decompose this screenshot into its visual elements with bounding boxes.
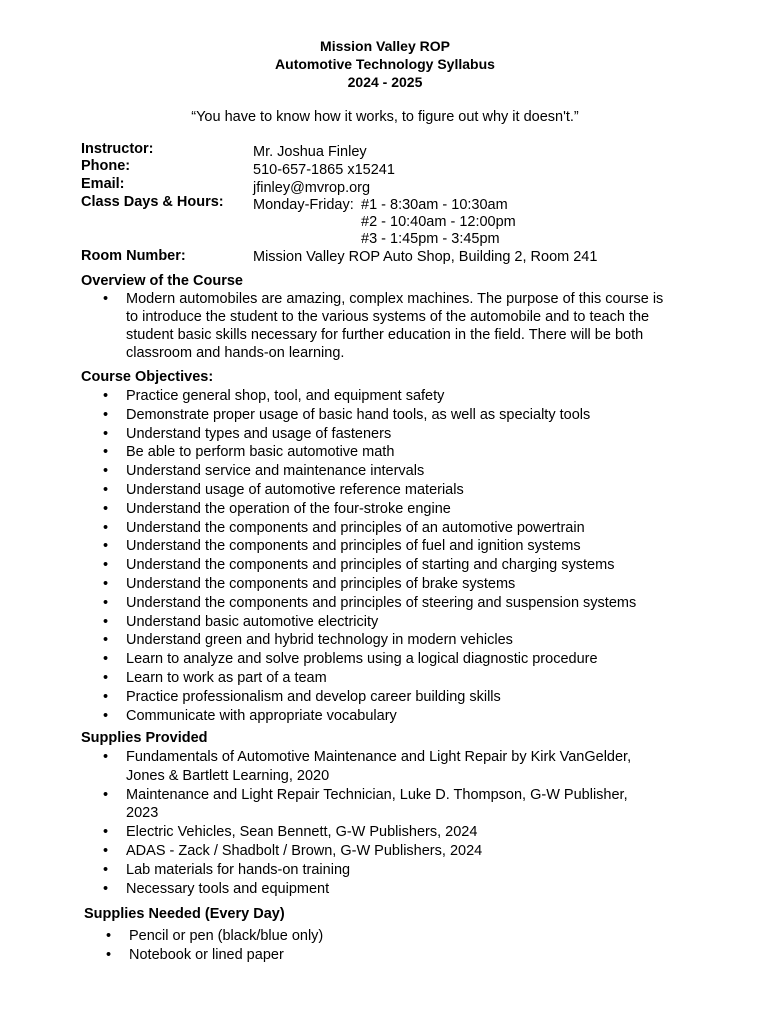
instructor-value: Mr. Joshua Finley xyxy=(253,144,367,160)
objective-text: Learn to analyze and solve problems using a logical diagnostic procedure xyxy=(126,651,598,668)
supply-text: ADAS - Zack / Shadbolt / Brown, G-W Publishers, 2024 xyxy=(126,842,483,859)
room-number-label: Room Number: xyxy=(81,248,186,264)
bullet-icon: • xyxy=(103,291,109,307)
list-item xyxy=(81,481,636,500)
list-item xyxy=(81,842,631,861)
period-3: #3 - 1:45pm - 3:45pm xyxy=(361,231,500,247)
bullet-icon: • xyxy=(103,388,109,404)
objective-text: Understand basic automotive electricity xyxy=(126,613,379,630)
bullet-icon: • xyxy=(103,575,109,592)
overview-title: Overview of the Course xyxy=(81,273,243,289)
room-number-value: Mission Valley ROP Auto Shop, Building 2, Room 241 xyxy=(253,249,598,265)
objective-text: Communicate with appropriate vocabulary xyxy=(126,707,397,724)
header-school-year: 2024 - 2025 xyxy=(347,74,423,90)
supply-needed-text: Pencil or pen (black/blue only) xyxy=(129,928,324,944)
list-item xyxy=(81,613,636,632)
list-item-continuation xyxy=(81,804,631,823)
bullet-icon: • xyxy=(103,824,109,841)
supply-text: Fundamentals of Automotive Maintenance and Light Repair by Kirk VanGelder, xyxy=(126,749,632,765)
list-item xyxy=(81,500,636,519)
list-item xyxy=(81,443,636,462)
list-item xyxy=(81,707,636,726)
objective-text: Learn to work as part of a team xyxy=(126,669,327,686)
class-days-value: Monday-Friday: xyxy=(253,197,354,213)
bullet-icon: • xyxy=(103,463,109,480)
bullet-icon: • xyxy=(103,500,109,517)
supplies-provided-title: Supplies Provided xyxy=(81,730,208,746)
objective-text: Understand green and hybrid technology in modern vehicles xyxy=(126,632,513,649)
bullet-icon: • xyxy=(103,861,109,878)
bullet-icon: • xyxy=(103,632,109,649)
list-item xyxy=(81,669,636,688)
overview-line: student basic skills necessary for further education in the field. There will be both xyxy=(126,327,644,343)
phone-label: Phone: xyxy=(81,158,131,174)
list-item xyxy=(81,556,636,575)
objective-text: Understand the components and principles of brake systems xyxy=(126,575,516,592)
supply-text: Maintenance and Light Repair Technician, Luke D. Thompson, G-W Publisher, xyxy=(126,786,628,803)
phone-value: 510-657-1865 x15241 xyxy=(253,162,395,178)
list-item xyxy=(81,880,631,899)
bullet-icon: • xyxy=(103,425,109,442)
list-item xyxy=(84,946,323,965)
overview-line: Modern automobiles are amazing, complex machines. The purpose of this course is xyxy=(126,291,664,307)
list-item xyxy=(81,537,636,556)
bullet-icon: • xyxy=(103,444,109,461)
bullet-icon: • xyxy=(103,688,109,705)
supply-text: Electric Vehicles, Sean Bennett, G-W Publishers, 2024 xyxy=(126,824,478,841)
bullet-icon: • xyxy=(106,946,112,963)
bullet-icon: • xyxy=(103,519,109,536)
list-item xyxy=(81,650,636,669)
bullet-icon: • xyxy=(103,786,109,803)
email-label: Email: xyxy=(81,176,125,192)
objective-text: Understand types and usage of fasteners xyxy=(126,425,392,442)
bullet-icon: • xyxy=(103,749,109,765)
header-course-title: Automotive Technology Syllabus xyxy=(275,56,495,72)
overview-line: to introduce the student to the various systems of the automobile and to teach the xyxy=(126,309,650,325)
list-item xyxy=(81,631,636,650)
list-item xyxy=(84,927,323,946)
objective-text: Understand service and maintenance intervals xyxy=(126,463,425,480)
list-item-continuation xyxy=(81,767,631,786)
bullet-icon: • xyxy=(103,669,109,686)
list-item xyxy=(81,861,631,880)
list-item xyxy=(81,519,636,538)
bullet-icon: • xyxy=(106,928,112,944)
objectives-title: Course Objectives: xyxy=(81,369,214,385)
supplies-needed-title: Supplies Needed (Every Day) xyxy=(84,906,285,922)
supply-text: Necessary tools and equipment xyxy=(126,880,330,897)
objective-text: Demonstrate proper usage of basic hand tools, as well as specialty tools xyxy=(126,406,591,423)
list-item xyxy=(81,462,636,481)
bullet-icon: • xyxy=(103,406,109,423)
objective-text: Understand the operation of the four-stroke engine xyxy=(126,500,451,517)
objective-text: Practice general shop, tool, and equipment safety xyxy=(126,388,445,404)
list-item xyxy=(81,425,636,444)
bullet-icon: • xyxy=(103,538,109,555)
instructor-label: Instructor: xyxy=(81,141,154,157)
objective-text: Understand usage of automotive reference materials xyxy=(126,481,464,498)
supplies-needed-list xyxy=(84,927,323,965)
header-quote: “You have to know how it works, to figure out why it doesn't.” xyxy=(191,109,579,125)
email-value: jfinley@mvrop.org xyxy=(253,180,371,196)
bullet-icon: • xyxy=(103,880,109,897)
list-item xyxy=(81,387,636,406)
objective-text: Be able to perform basic automotive math xyxy=(126,444,395,461)
period-2: #2 - 10:40am - 12:00pm xyxy=(361,214,516,230)
period-1: #1 - 8:30am - 10:30am xyxy=(361,197,508,213)
objective-text: Practice professionalism and develop career building skills xyxy=(126,688,501,705)
bullet-icon: • xyxy=(103,842,109,859)
supply-needed-text: Notebook or lined paper xyxy=(129,946,284,963)
list-item xyxy=(81,688,636,707)
objective-text: Understand the components and principles of an automotive powertrain xyxy=(126,519,585,536)
objective-text: Understand the components and principles of starting and charging systems xyxy=(126,557,615,574)
overview-line: classroom and hands-on learning. xyxy=(126,345,345,361)
list-item xyxy=(81,594,636,613)
bullet-icon: • xyxy=(103,707,109,724)
objectives-list xyxy=(81,387,636,725)
bullet-icon: • xyxy=(103,481,109,498)
objective-text: Understand the components and principles of steering and suspension systems xyxy=(126,594,637,611)
header-school-name: Mission Valley ROP xyxy=(320,38,450,54)
supply-text: 2023 xyxy=(126,805,159,822)
list-item xyxy=(81,575,636,594)
bullet-icon: • xyxy=(103,557,109,574)
objective-text: Understand the components and principles of fuel and ignition systems xyxy=(126,538,581,555)
supply-text: Lab materials for hands-on training xyxy=(126,861,351,878)
supplies-provided-list xyxy=(81,748,631,898)
bullet-icon: • xyxy=(103,594,109,611)
bullet-icon: • xyxy=(103,613,109,630)
list-item xyxy=(81,406,636,425)
class-days-label: Class Days & Hours: xyxy=(81,194,224,210)
list-item xyxy=(81,823,631,842)
supply-text: Jones & Bartlett Learning, 2020 xyxy=(126,767,330,784)
list-item xyxy=(81,786,631,805)
bullet-icon: • xyxy=(103,651,109,668)
list-item xyxy=(81,748,631,767)
